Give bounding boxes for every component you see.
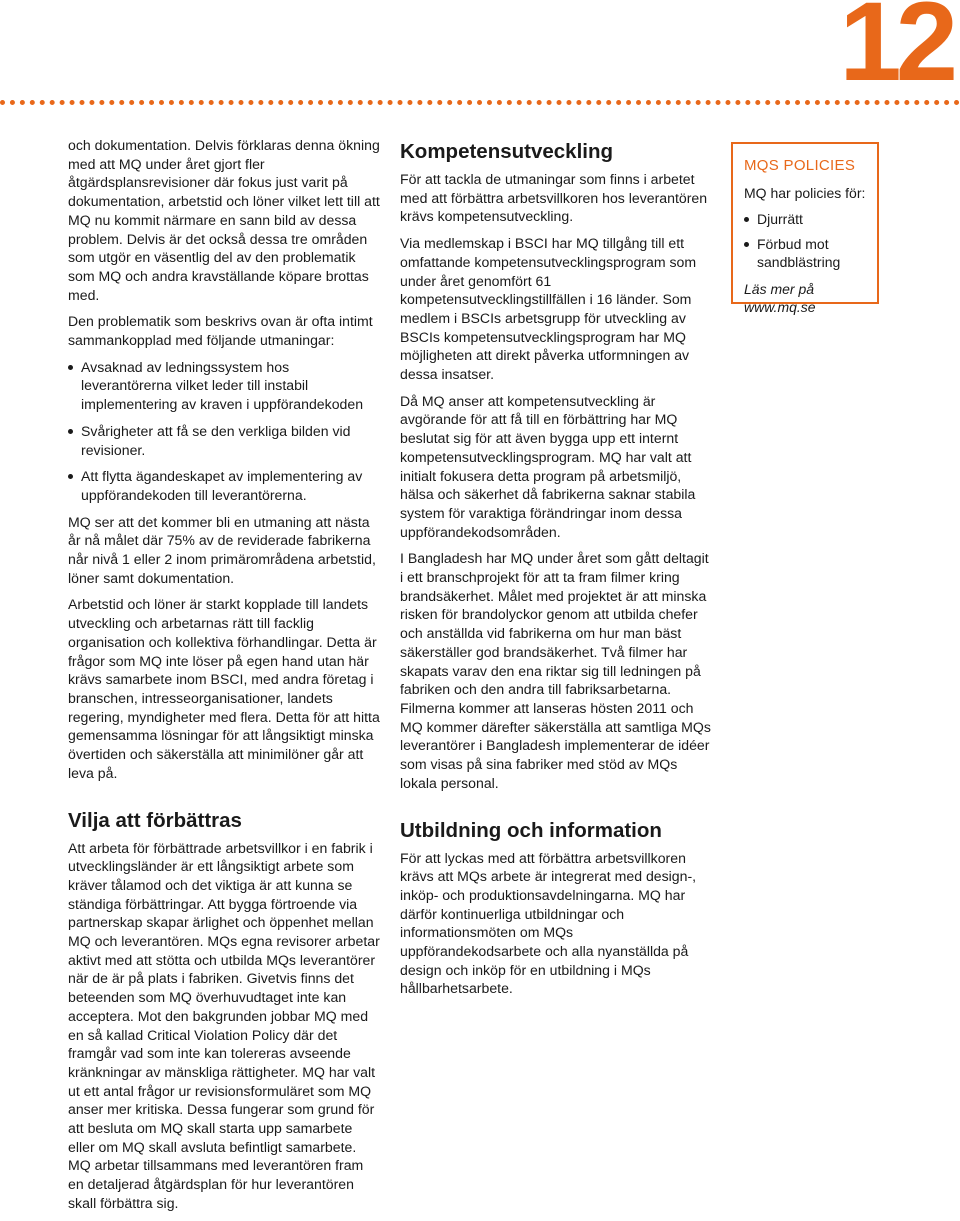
middle-column [400,136,712,1006]
policies-link[interactable]: Läs mer på www.mq.se [744,280,816,315]
paragraph: Arbetstid och löner är starkt kopplade till landets utveckling och arbetarnas rätt till facklig organisation och kollektiva förhandlingar. Detta är frågor som MQ inte löser på egen hand utan här krävs samarbete inom BSCI, med andra företag i branschen, intresseorganisationer, landets regering, myndigheter med flera. Detta för att hitta gemensamma lösningar för att långsiktigt minska övertiden och säkerställa att minimilöner går att leva på. [68,596,380,781]
paragraph: och dokumentation. Delvis förklaras denna ökning med att MQ under året gjort fler åtgärdsplansrevisioner där fokus just varit på dokumentation, arbetstid och löner vilket lett till att MQ nu kommit närmare en sann bild av dessa problem. Delvis är det också dessa tre områden som utgör en väsentlig del av den problematik som MQ och andra kravställande köpare brottas med. [68,137,380,303]
paragraph: För att tackla de utmaningar som finns i arbetet med att förbättra arbetsvillkoren hos leverantören krävs kompetensutveckling. [400,171,708,225]
policies-list [744,210,866,272]
list-item: Avsaknad av ledningssystem hos leverantörerna vilket leder till instabil implementering av kraven i uppförandekoden [68,358,382,414]
paragraph: MQ ser att det kommer bli en utmaning att nästa år nå målet där 75% av de reviderade fabrikerna når nivå 1 eller 2 inom primärområdena arbetstid, löner samt dokumentation. [68,513,376,586]
paragraph: För att lyckas med att förbättra arbetsvillkoren krävs att MQs arbete är integrerat med design-, inköp- och produktionsavdelningarna. MQ har därför kontinuerliga utbildningar och informationsmöten om MQs uppförandekodsarbete och alla nyanställda på design och inköp för en utbildning i MQs hållbarhetsarbete. [400,849,697,997]
paragraph: Via medlemskap i BSCI har MQ tillgång till ett omfattande kompetensutvecklingsprogram som under året genomfört 61 kompetensutvecklingstillfällen i 16 länder. Som medlem i BSCIs arbetsgrupp för utveckling av BSCIs kompetensutvecklingsprogram har MQ möjligheten att direkt påverka utformningen av dessa insatser. [400,235,697,383]
dotted-divider [0,100,960,105]
section-heading-kompetensutveckling: Kompetensutveckling [400,140,614,163]
policies-title: MQS POLICIES [744,157,856,174]
page-number: 12 [839,0,952,104]
section-heading-utbildning: Utbildning och information [400,818,662,842]
list-item: Svårigheter att få se den verkliga bilden vid revisioner. [68,422,382,459]
policies-intro: MQ har policies för: [744,184,866,201]
paragraph: I Bangladesh har MQ under året som gått deltagit i ett branschprojekt för att ta fram filmer kring brandsäkerhet. Målet med projektet är att minska risken för brandolyckor genom att utbilda chefer och anställda vid fabrikerna om hur man bäst säkerställer god brandsäkerhet. Två filmer har skapats varav den ena riktar sig till ledningen på fabriken och den andra till fabriksarbetarna. Filmerna kommer att lanseras hösten 2011 och MQ kommer därefter säkerställa att samtliga MQs leverantörer i Bangladesh implementerar de idéer som visas på sina fabriker med stöd av MQs lokala personal. [400,550,711,791]
challenges-list [68,358,382,505]
list-item: Att flytta ägandeskapet av implementering av uppförandekoden till leverantörerna. [68,467,382,504]
list-item: Förbud mot sandblästring [744,235,866,272]
paragraph: Då MQ anser att kompetensutveckling är avgörande för att få till en förbättring har MQ beslutat sig för att även bygga upp ett internt kompetensutvecklingsprogram. MQ har valt att initialt fokusera detta program på arbetsmiljö, hälsa och säkerhet då fabrikerna saknar stabila system för varaktiga förändringar inom dessa uppförandekodsområden. [400,392,696,540]
left-column [68,136,382,1221]
paragraph: Att arbeta för förbättrade arbetsvillkor i en fabrik i utvecklingsländer är ett långsiktigt arbete som kräver tålamod och det viktiga är att kunna se ständiga förbättringar. Att bygga förtroende via partnerskap skapar ärlighet och öppenhet mellan MQ och leverantören. MQs egna revisorer arbetar aktivt med att stötta och utbilda MQs leverantörer när de är på plats i fabriken. Givetvis finns det beteenden som MQ överhuvudtaget inte kan acceptera. Mot den bakgrunden jobbar MQ med en så kallad Critical Violation Policy där det framgår vad som inte kan tolereras avseende kränkningar av mänskliga rättigheter. MQ har valt ut ett antal frågor ur revisionsformuläret som MQ anser mer kritiska. Dessa fungerar som grund för att besluta om MQ skall starta upp samarbete eller om MQ skall avsluta befintligt samarbete. MQ arbetar tillsammans med leverantören fram en detaljerad åtgärdsplan för hur leverantören skall förbättra sig. [68,839,380,1211]
policies-box [731,142,879,315]
list-item: Djurrätt [744,210,866,229]
paragraph: Den problematik som beskrivs ovan är ofta intimt sammankopplad med följande utmaningar: [68,313,373,349]
section-heading-vilja: Vilja att förbättras [68,808,242,832]
